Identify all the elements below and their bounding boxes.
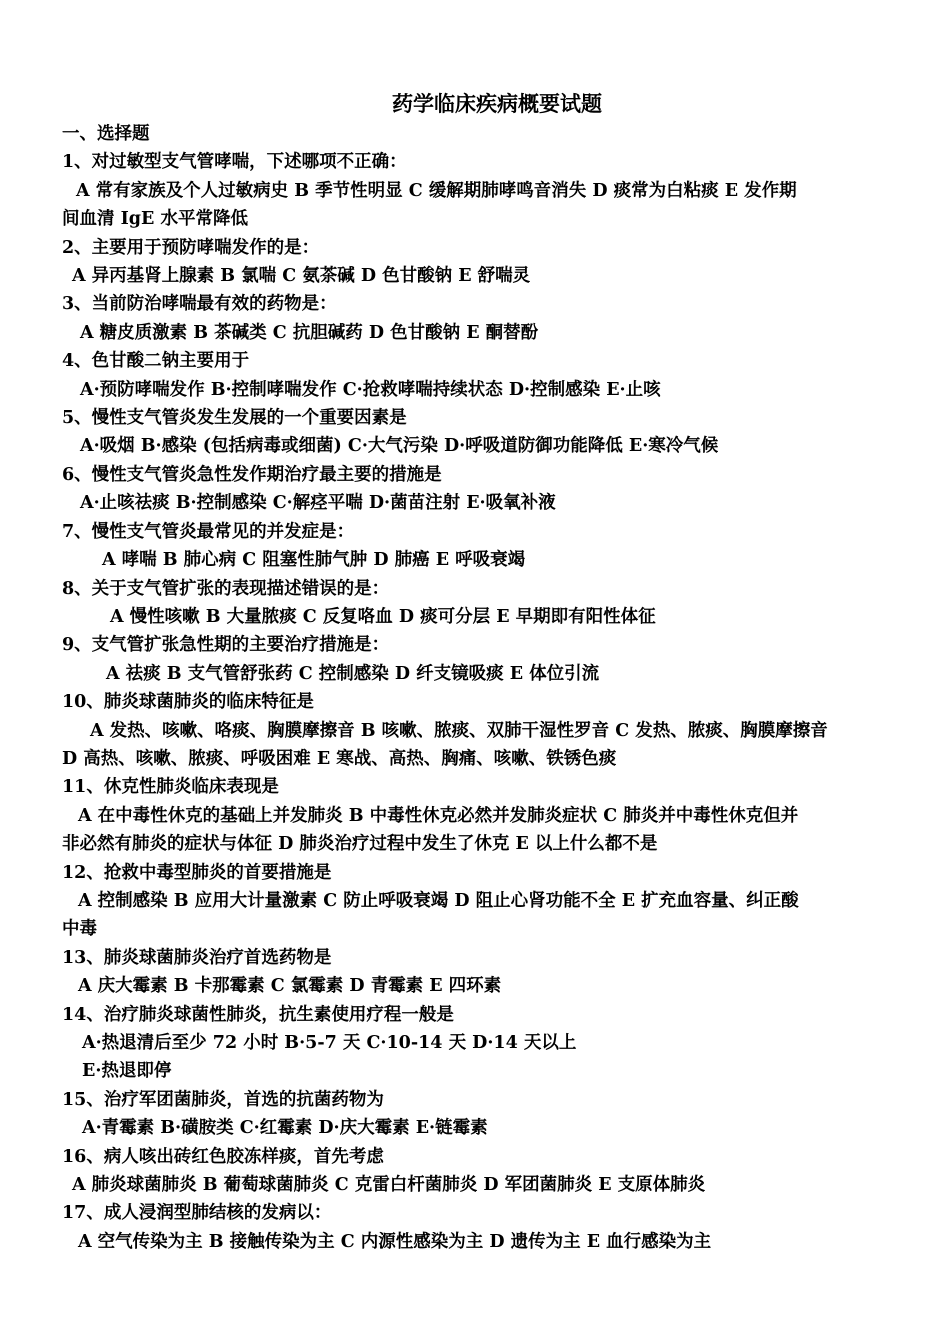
question-16-options: A 肺炎球菌肺炎 B 葡萄球菌肺炎 C 克雷白杆菌肺炎 D 军团菌肺炎 E 支原体肺炎 [72,1175,706,1196]
question-17: 17、成人浸润型肺结核的发病以： [62,1203,332,1224]
question-1: 1、对过敏型支气管哮喘，下述哪项不正确： [62,152,407,173]
question-5: 5、慢性支气管炎发生发展的一个重要因素是 [62,408,407,429]
question-2: 2、主要用于预防哮喘发作的是： [62,237,320,258]
question-6: 6、慢性支气管炎急性发作期治疗最主要的措施是 [62,464,442,485]
question-10: 10、肺炎球菌肺炎的临床特征是 [62,692,314,713]
question-10-options: A 发热、咳嗽、咯痰、胸膜摩擦音 B 咳嗽、脓痰、双肺干湿性罗音 C 发热、脓痰、胸膜摩擦音 [90,720,828,741]
question-8-options: A 慢性咳嗽 B 大量脓痰 C 反复咯血 D 痰可分层 E 早期即有阳性体征 [110,606,656,627]
question-1-options-cont: 间血清 IgE 水平常降低 [62,209,248,230]
question-3-options: A 糖皮质激素 B 茶碱类 C 抗胆碱药 D 色甘酸钠 E 酮替酚 [80,322,539,343]
question-12-options: A 控制感染 B 应用大计量激素 C 防止呼吸衰竭 D 阻止心肾功能不全 E 扩充血容量、纠正酸 [78,890,799,911]
question-6-options: A·止咳祛痰 B·控制感染 C·解痉平喘 D·菌苗注射 E·吸氧补液 [80,493,556,514]
question-14-options-cont: E·热退即停 [82,1061,172,1082]
question-7-options: A 哮喘 B 肺心病 C 阻塞性肺气肿 D 肺癌 E 呼吸衰竭 [102,550,526,571]
document-page [62,88,892,1256]
question-13-options: A 庆大霉素 B 卡那霉素 C 氯霉素 D 青霉素 E 四环素 [78,976,502,997]
question-5-options: A·吸烟 B·感染 (包括病毒或细菌) C·大气污染 D·呼吸道防御功能降低 E·寒冷气候 [80,436,719,457]
question-8: 8、关于支气管扩张的表现描述错误的是： [62,578,390,599]
question-14-options: A·热退清后至少 72 小时 B·5-7 天 C·10-14 天 D·14 天以上 [82,1033,577,1053]
question-16: 16、病人咳出砖红色胶冻样痰，首先考虑 [62,1146,384,1167]
question-2-options: A 异丙基肾上腺素 B 氯喘 C 氨茶碱 D 色甘酸钠 E 舒喘灵 [72,266,531,287]
question-1-options: A 常有家族及个人过敏病史 B 季节性明显 C 缓解期肺哮鸣音消失 D 痰常为白粘痰 E 发作期 [76,180,797,201]
document-title: 药学临床疾病概要试题 [392,91,602,116]
question-10-options-cont: D 高热、咳嗽、脓痰、呼吸困难 E 寒战、高热、胸痛、咳嗽、铁锈色痰 [62,748,617,769]
question-4-options: A·预防哮喘发作 B·控制哮喘发作 C·抢救哮喘持续状态 D·控制感染 E·止咳 [80,379,661,400]
question-11-options-cont: 非必然有肺炎的症状与体征 D 肺炎治疗过程中发生了休克 E 以上什么都不是 [62,834,658,855]
question-9: 9、支气管扩张急性期的主要治疗措施是： [62,635,390,656]
question-12-options-cont: 中毒 [62,919,97,940]
question-4: 4、色甘酸二钠主要用于 [62,351,250,372]
question-9-options: A 祛痰 B 支气管舒张药 C 控制感染 D 纤支镜吸痰 E 体位引流 [106,663,600,684]
question-15: 15、治疗军团菌肺炎，首选的抗菌药物为 [62,1089,384,1110]
question-17-options: A 空气传染为主 B 接触传染为主 C 内源性感染为主 D 遗传为主 E 血行感染为主 [78,1231,712,1252]
question-13: 13、肺炎球菌肺炎治疗首选药物是 [62,947,332,968]
question-12: 12、抢救中毒型肺炎的首要措施是 [62,862,332,883]
question-3: 3、当前防治哮喘最有效的药物是： [62,294,337,315]
question-7: 7、慢性支气管炎最常见的并发症是： [62,521,355,542]
question-15-options: A·青霉素 B·磺胺类 C·红霉素 D·庆大霉素 E·链霉素 [82,1118,488,1139]
question-11: 11、休克性肺炎临床表现是 [62,777,279,798]
question-11-options: A 在中毒性休克的基础上并发肺炎 B 中毒性休克必然并发肺炎症状 C 肺炎并中毒性休克但并 [78,805,799,826]
question-14: 14、治疗肺炎球菌性肺炎，抗生素使用疗程一般是 [62,1004,454,1025]
section-heading: 一、选择题 [62,124,150,144]
